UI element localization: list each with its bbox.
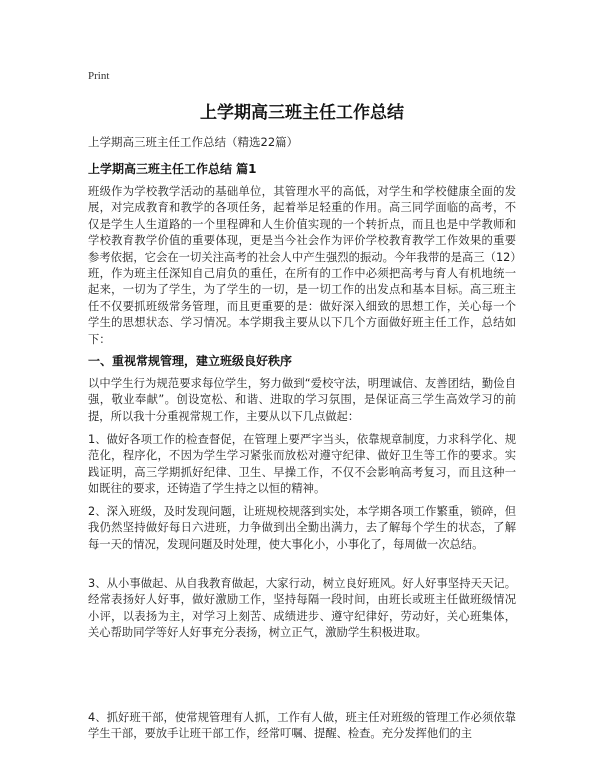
list-item: 2、深入班级，及时发现问题，让班规校规落到实处，本学期各项工作繁重，锁碎，但我仍然坚持做好每日六进班，力争做到出全勤出满力，去了解每个学生的状态，了解每一天的情况，发现问题及时处理，使大事化小，小事化了，每周做一次总结。 [88,505,516,551]
document-subtitle: 上学期高三班主任工作总结（精选22篇） [88,135,299,149]
print-link[interactable]: Print [88,70,110,82]
section-heading: 一、重视常规管理，建立班级良好秩序 [88,354,293,368]
list-item: 4、抓好班干部，使常规管理有人抓，工作有人做，班主任对班级的管理工作必须依靠学生干部，要放手让班干部工作，经常叮嘱、提醒、检查。充分发挥他们的主 [88,711,516,741]
list-item: 1、做好各项工作的检查督促，在管理上要严字当头，依靠规章制度，力求科学化、规范化，程序化，不因为学生学习紧张而放松对遵守纪律、做好卫生等工作的要求。实践证明，高三学期抓好纪律、卫生、早操工作，不仅不会影响高考复习，而且这种一如既往的要求，还铸造了学生持之以恒的精神。 [88,433,516,496]
intro-paragraph: 班级作为学校教学活动的基础单位，其管理水平的高低，对学生和学校健康全面的发展，对完成教育和教学的各项任务，起着举足轻重的作用。高三同学面临的高考，不仅是学生人生道路的一个里程碑和人生价值实现的一个转折点，而且也是中学教师和学校教育教学价值的重要体现，更是当今社会作为评价学校教育教学工作效果的重要参考依据，它会在一切关注高考的社会人中产生强烈的振动。今年我带的是高三（12）班，作为班主任深知自己肩负的重任，在所有的工作中必须把高考与育人有机地统一起来，一切为了学生，为了学生的一切，是一切工作的出发点和基本目标。高三班主任不仅要抓班级常务管理，而且更重要的是：做好深入细致的思想工作，关心每一个学生的思想状态、学习情况。本学期我主要从以下几个方面做好班主任工作，总结如下： [88,185,516,346]
section-intro-paragraph: 以中学生行为规范要求每位学生，努力做到“爱校守法，明理诚信、友善团结，勤俭自强，敬业奉献”。创设宽松、和谐、进取的学习氛围，是保证高三学生高效学习的前提，所以我十分重视常规工作，主要从以下几点做起： [88,377,516,423]
page-title: 上学期高三班主任工作总结 [200,103,404,123]
article-heading: 上学期高三班主任工作总结 篇1 [88,162,257,176]
list-item: 3、从小事做起、从自我教育做起，大家行动，树立良好班风。好人好事坚持天天记。经常表扬好人好事，做好激励工作，坚持每隔一段时间，由班长或班主任做班级情况小评，以表扬为主，对学习上刻苦、成绩进步、遵守纪律好，劳动好，关心班集体，关心帮助同学等好人好事充分表扬，树立正气，激励学生积极进取。 [88,577,516,640]
